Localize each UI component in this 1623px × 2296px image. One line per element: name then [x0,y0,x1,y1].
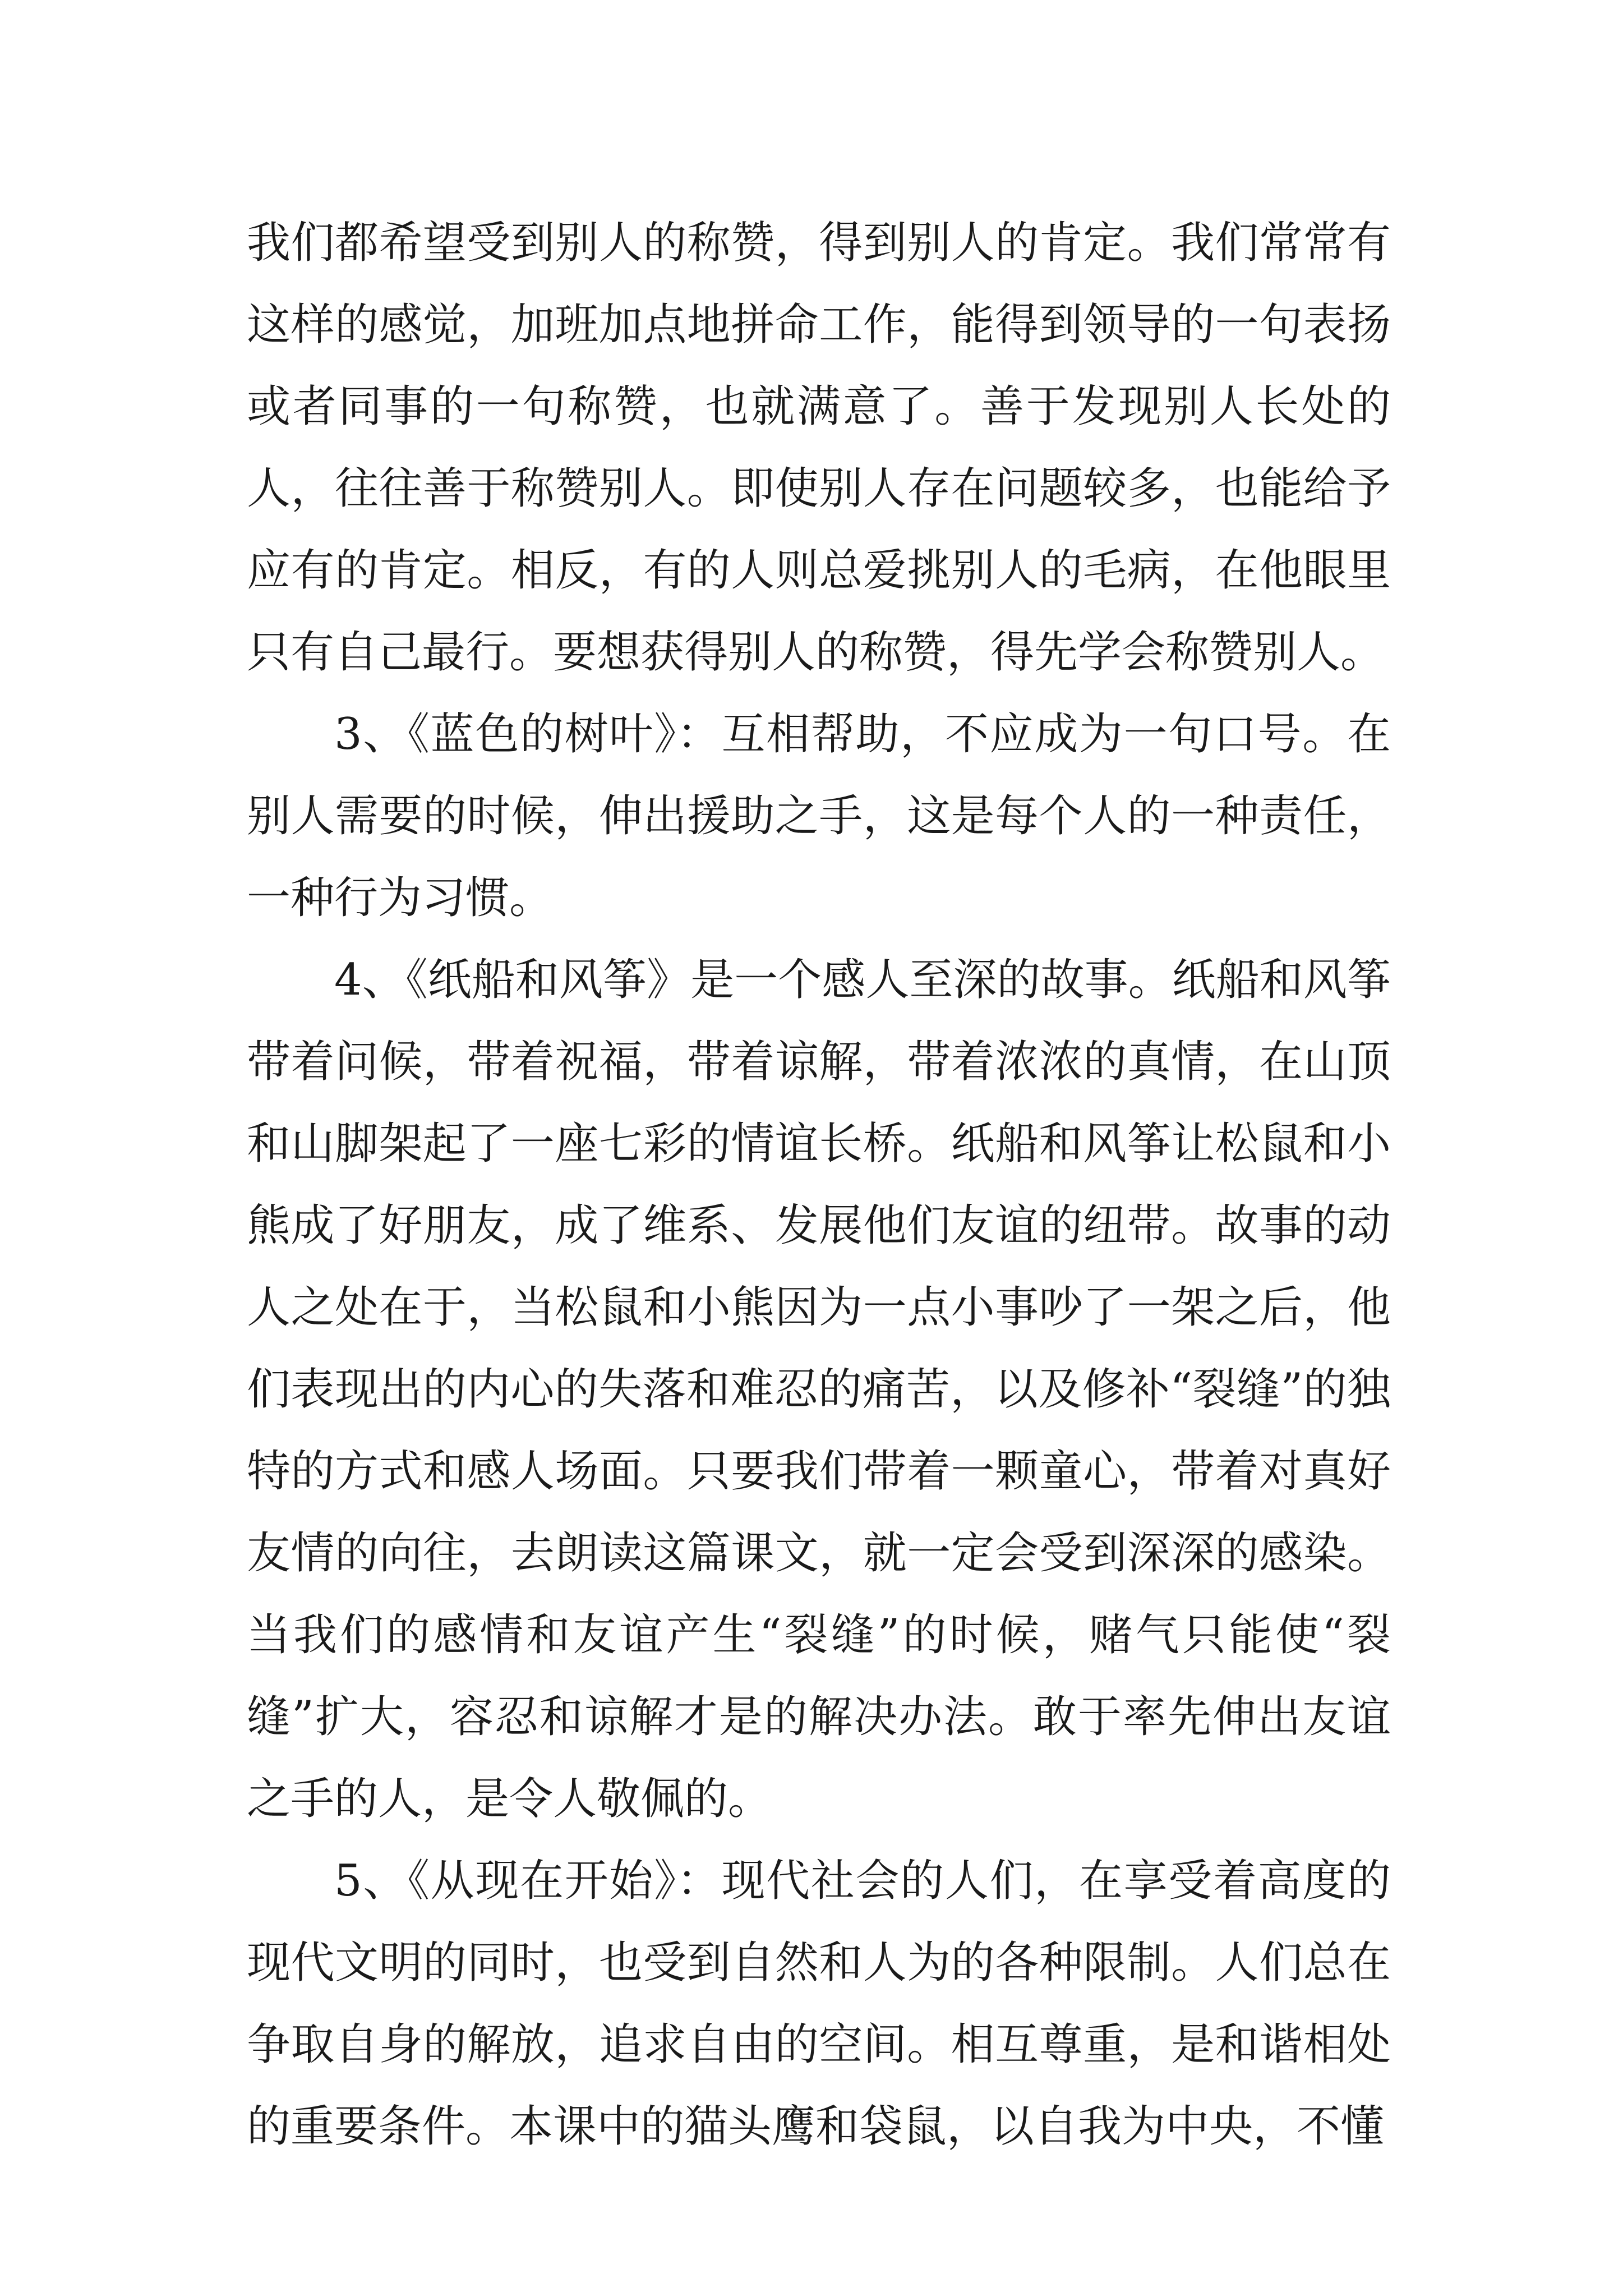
paragraph-paper-boat-kite: 4、《纸船和风筝》是一个感人至深的故事。纸船和风筝带着问候，带着祝福，带着谅解，带着浓浓的真情，在山顶和山脚架起了一座七彩的情谊长桥。纸船和风筝让松鼠和小熊成了好朋友，成了维系、发展他们友谊的纽带。故事的动人之处在于，当松鼠和小熊因为一点小事吵了一架之后，他们表现出的内心的失落和难忍的痛苦，以及修补“裂缝”的独特的方式和感人场面。只要我们带着一颗童心，带着对真好友情的向往，去朗读这篇课文，就一定会受到深深的感染。当我们的感情和友谊产生“裂缝”的时候，赌气只能使“裂缝”扩大，容忍和谅解才是的解决办法。敢于率先伸出友谊之手的人，是令人敬佩的。 [247,955,1391,1824]
paragraph-blue-leaves: 3、《蓝色的树叶》：互相帮助，不应成为一句口号。在别人需要的时候，伸出援助之手，这是每个人的一种责任，一种行为习惯。 [247,709,1391,923]
paragraph-praise: 我们都希望受到别人的称赞，得到别人的肯定。我们常常有这样的感觉，加班加点地拼命工作，能得到领导的一句表扬或者同事的一句称赞，也就满意了。善于发现别人长处的人，往往善于称赞别人。即使别人存在问题较多，也能给予应有的肯定。相反，有的人则总爱挑别人的毛病，在他眼里只有自己最行。要想获得别人的称赞，得先学会称赞别人。 [247,218,1391,678]
document-body [247,202,1391,2168]
paragraph-start-now: 5、《从现在开始》：现代社会的人们，在享受着高度的现代文明的同时，也受到自然和人为的各种限制。人们总在争取自身的解放，追求自由的空间。相互尊重，是和谐相处的重要条件。本课中的猫头鹰和袋鼠，以自我为中央，不懂 [247,1856,1391,2152]
